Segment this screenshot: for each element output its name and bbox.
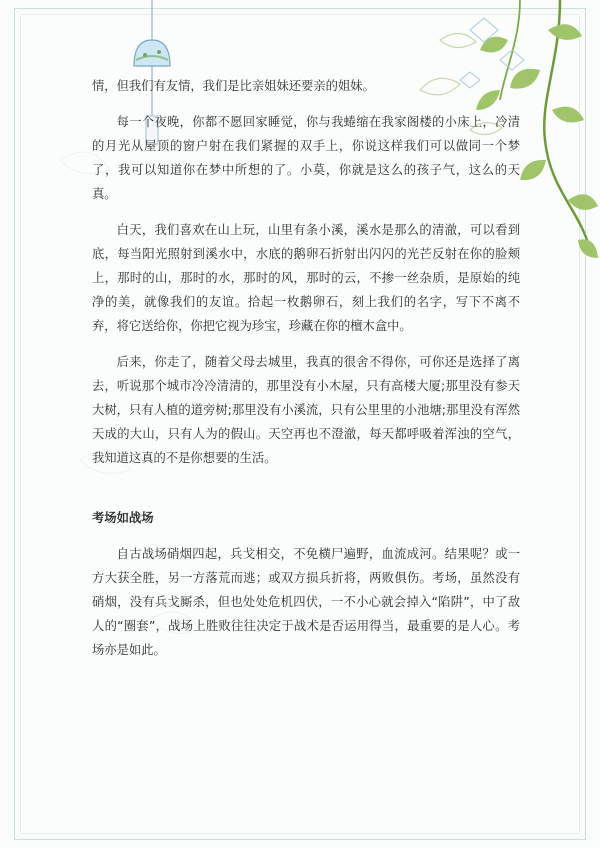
section-paragraph: 自古战场硝烟四起，兵戈相交，不免横尸遍野，血流成河。结果呢？或一方大获全胜，另一方落荒而逃；或双方损兵折将，两败俱伤。考场，虽然没有硝烟，没有兵戈厮杀，但也处处危机四伏，一不小心就会掉入“陷阱”，中了敌人的“圈套”，战场上胜败往往决定于战术是否运用得当，最重要的是人心。考场亦是如此。	[92, 547, 520, 657]
article-body	[92, 74, 520, 663]
paragraph-3: 白天，我们喜欢在山上玩，山里有条小溪，溪水是那么的清澈，可以看到底，每当阳光照射到溪水中，水底的鹅卵石折射出闪闪的光芒反射在你的脸颊上，那时的山，那时的水，那时的风，那时的云，不掺一丝杂质，是原始的纯净的美，就像我们的友谊。拾起一枚鹅卵石，刻上我们的名字，写下不离不弃，将它送给你，你把它视为珍宝，珍藏在你的檀木盒中。	[92, 223, 520, 333]
paragraph-4: 后来，你走了，随着父母去城里，我真的很舍不得你，可你还是选择了离去，听说那个城市冷冷清清的，那里没有小木屋，只有高楼大厦;那里没有参天大树，只有人植的道旁树;那里没有小溪流，只有公里里的小池塘;那里没有浑然天成的大山，只有人为的假山。天空再也不澄澈，每天都呼吸着浑浊的空气，我知道这真的不是你想要的生活。	[92, 355, 520, 465]
section-title: 考场如战场	[92, 511, 154, 525]
paragraph-1: 情，但我们有友情，我们是比亲姐妹还要亲的姐妹。	[92, 79, 375, 93]
paragraph-2: 每一个夜晚，你都不愿回家睡觉，你与我蜷缩在我家阁楼的小床上，冷清的月光从屋顶的窗户射在我们紧握的双手上，你说这样我们可以做同一个梦了，我可以知道你在梦中所想的了。小莫，你就是这么的孩子气，这么的天真。	[92, 115, 520, 201]
